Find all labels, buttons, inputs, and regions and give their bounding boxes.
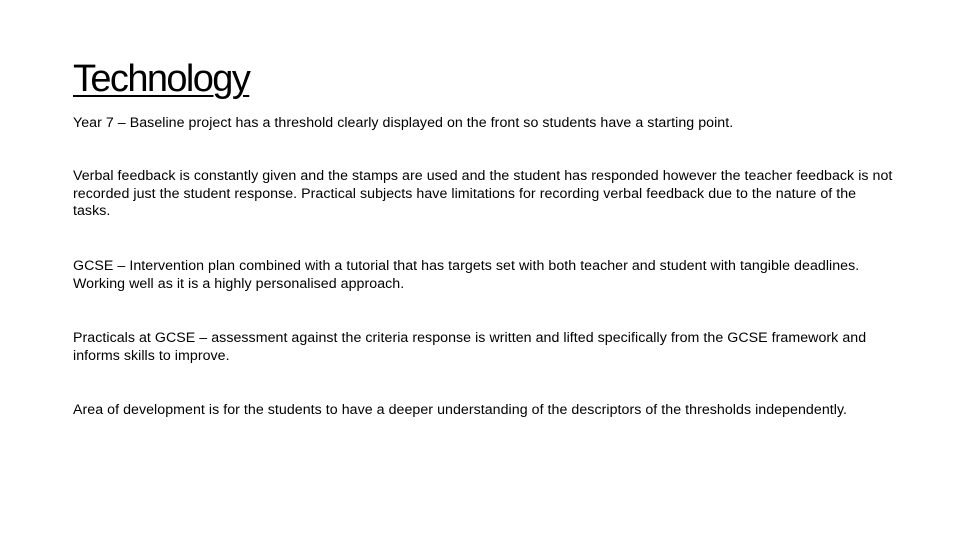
paragraph-verbal-feedback: Verbal feedback is constantly given and the stamps are used and the student has responded however the teacher feedback is not recorded just the student response. Practical subjects have limitations for recording verbal feedback due to the nature of the tasks. <box>73 168 893 219</box>
paragraph-gcse-intervention: GCSE – Intervention plan combined with a tutorial that has targets set with both teacher and student with tangible deadlines. Working well as it is a highly personalised approach. <box>73 258 860 292</box>
paragraph-gcse-practicals: Practicals at GCSE – assessment against the criteria response is written and lifted specifically from the GCSE framework and informs skills to improve. <box>73 330 867 364</box>
paragraph-area-of-development: Area of development is for the students to have a deeper understanding of the descriptors of the thresholds independently. <box>73 402 848 418</box>
paragraph-year7-baseline: Year 7 – Baseline project has a threshold clearly displayed on the front so students have a starting point. <box>73 115 734 131</box>
slide-title: Technology <box>73 58 250 100</box>
